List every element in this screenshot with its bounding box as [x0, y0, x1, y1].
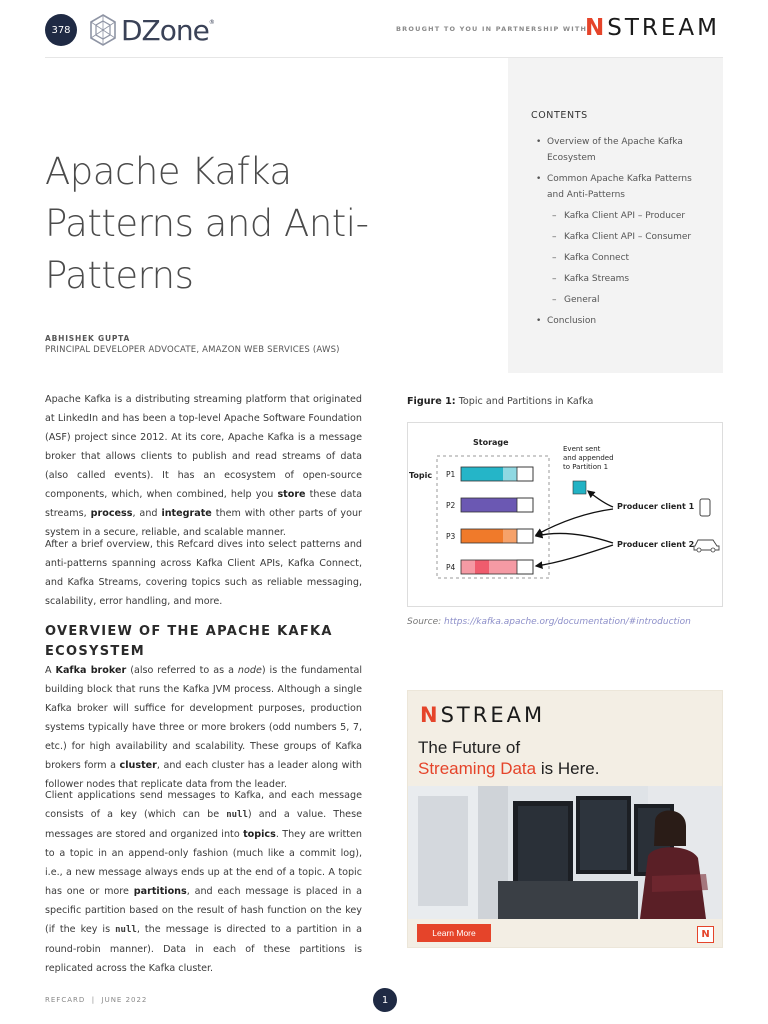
topic-label: Topic — [409, 471, 433, 480]
arrow-producer2-to-p3 — [536, 533, 613, 543]
toc-item-conclusion[interactable]: • Conclusion — [531, 314, 709, 330]
page-number: 1 — [373, 988, 397, 1012]
storage-label: Storage — [473, 438, 509, 447]
dzone-logo[interactable] — [88, 11, 214, 49]
p3-cell-3 — [489, 529, 503, 543]
contents-title: CONTENTS — [531, 110, 588, 121]
broker-paragraph: A Kafka broker (also referred to as a node) is the fundamental building block that runs the Kafka JVM process. Although a single Kafka broker will suffice for development purposes, production systems typically have three or more brokers (odd numbers 5, 7, etc.) for high availability and scalability. These groups of Kafka brokers form a cluster, and each cluster has a leader along with follower nodes that replicate data from the leader. — [45, 665, 363, 790]
partition-label-p4: P4 — [446, 563, 456, 572]
toc-item-patterns[interactable]: • Common Apache Kafka Patterns and Anti-Patterns — [531, 172, 709, 203]
source-link[interactable]: https://kafka.apache.org/documentation/#introduction — [444, 617, 691, 627]
messages-paragraph: Client applications send messages to Kafka, and each message consists of a key (which can be null) and a value. These messages are stored and organized into topics. They are written to a topic in an append-only fashion (much like a commit log), i.e., a new message always ends up at the end of a topic. A topic has one or more partitions, and each message is placed in a specific partition based on the result of hash function on the key (if the key is null, the message is directed to a partition in a round-robin manner). Data in each of these partitions is replicated across the Kafka cluster. — [45, 790, 363, 974]
p2-cell-4 — [503, 498, 517, 512]
figure-caption: Figure 1: Topic and Partitions in Kafka — [407, 396, 594, 407]
p3-cell-1 — [461, 529, 475, 543]
event-note-line-3: to Partition 1 — [563, 463, 609, 471]
p3-cell-4 — [503, 529, 517, 543]
p4-cell-1 — [461, 560, 475, 574]
p2-cell-1 — [461, 498, 475, 512]
p3-cell-2 — [475, 529, 489, 543]
event-note-line-1: Event sent — [563, 445, 601, 453]
arrow-producer1-to-event — [588, 491, 613, 507]
p3-cell-empty — [517, 529, 533, 543]
toc-sub-streams[interactable]: – Kafka Streams — [531, 272, 709, 288]
nstream-logo[interactable]: NSTREAM — [585, 15, 720, 41]
partition-label-p1: P1 — [446, 470, 456, 479]
producer-client-1-label: Producer client 1 — [617, 502, 695, 511]
p2-cell-2 — [475, 498, 489, 512]
arrow-producer1-to-p3 — [536, 509, 613, 535]
ad-workspace-illustration — [408, 786, 723, 919]
figure-source: Source: https://kafka.apache.org/documentation/#introduction — [407, 617, 691, 627]
issue-number-badge: 378 — [45, 14, 77, 46]
dzone-hex-icon — [88, 13, 118, 47]
toc-sub-consumer[interactable]: – Kafka Client API – Consumer — [531, 230, 709, 246]
author-name: ABHISHEK GUPTA — [45, 334, 131, 343]
footer-refcard-date: REFCARD | JUNE 2022 — [45, 996, 148, 1004]
kafka-topic-diagram — [408, 423, 722, 606]
partition-label-p3: P3 — [446, 532, 456, 541]
phone-icon — [700, 499, 710, 516]
dzone-wordmark: DZone® — [121, 13, 214, 47]
toc-sub-producer[interactable]: – Kafka Client API – Producer — [531, 209, 709, 225]
p4-cell-empty — [517, 560, 533, 574]
ad-headline-2: Streaming Data is Here. — [418, 759, 600, 778]
ad-nstream-logo: NSTREAM — [420, 703, 546, 727]
p4-cell-3 — [489, 560, 503, 574]
arrow-producer2-to-p4 — [536, 545, 613, 566]
partition-label-p2: P2 — [446, 501, 456, 510]
ad-headline-1: The Future of — [418, 738, 521, 757]
page-title — [45, 146, 505, 302]
p2-cell-empty — [517, 498, 533, 512]
figure-topic-partitions — [407, 422, 723, 607]
ad-photo — [408, 786, 723, 919]
producer-client-2-label: Producer client 2 — [617, 540, 695, 549]
author-role: PRINCIPAL DEVELOPER ADVOCATE, AMAZON WEB SERVICES (AWS) — [45, 345, 340, 355]
event-square — [573, 481, 586, 494]
p1-cell-1 — [461, 467, 475, 481]
event-note-line-2: and appended — [563, 454, 614, 462]
partnership-text: BROUGHT TO YOU IN PARTNERSHIP WITH — [396, 25, 588, 33]
contents-panel — [508, 58, 723, 373]
title-line-1: Apache Kafka — [45, 150, 292, 193]
toc-sub-general[interactable]: – General — [531, 293, 709, 309]
section-heading-overview: OVERVIEW OF THE APACHE KAFKA ECOSYSTEM — [45, 624, 333, 659]
intro-paragraph: Apache Kafka is a distributing streaming platform that originated at LinkedIn and has been a top-level Apache Software Foundation (ASF) project since 2012. At its core, Apache Kafka is a message broker that allows clients to publish and read streams of data (also called events). It has an ecosystem of open-source components, which, when combined, help you store these data streams, process, and integrate them with other parts of your system in a secure, reliable, and scalable manner. — [45, 394, 363, 538]
toc-sub-connect[interactable]: – Kafka Connect — [531, 251, 709, 267]
title-line-2: Patterns and Anti-Patterns — [45, 202, 369, 297]
p1-cell-3 — [489, 467, 503, 481]
toc-item-overview[interactable]: • Overview of the Apache Kafka Ecosystem — [531, 135, 709, 166]
p4-cell-4 — [503, 560, 517, 574]
p2-cell-3 — [489, 498, 503, 512]
p1-cell-2 — [475, 467, 489, 481]
learn-more-button[interactable]: Learn More — [417, 924, 491, 942]
ad-corner-logo: N — [697, 926, 714, 943]
overview-paragraph: After a brief overview, this Refcard dives into select patterns and anti-patterns spanning across Kafka Client APIs, Kafka Connect, and Kafka Streams, covering topics such as reliable messaging, scalability, error handling, and more. — [45, 539, 362, 607]
p4-cell-2 — [475, 560, 489, 574]
nstream-ad[interactable] — [407, 690, 723, 948]
p1-cell-4 — [503, 467, 517, 481]
p1-cell-empty — [517, 467, 533, 481]
